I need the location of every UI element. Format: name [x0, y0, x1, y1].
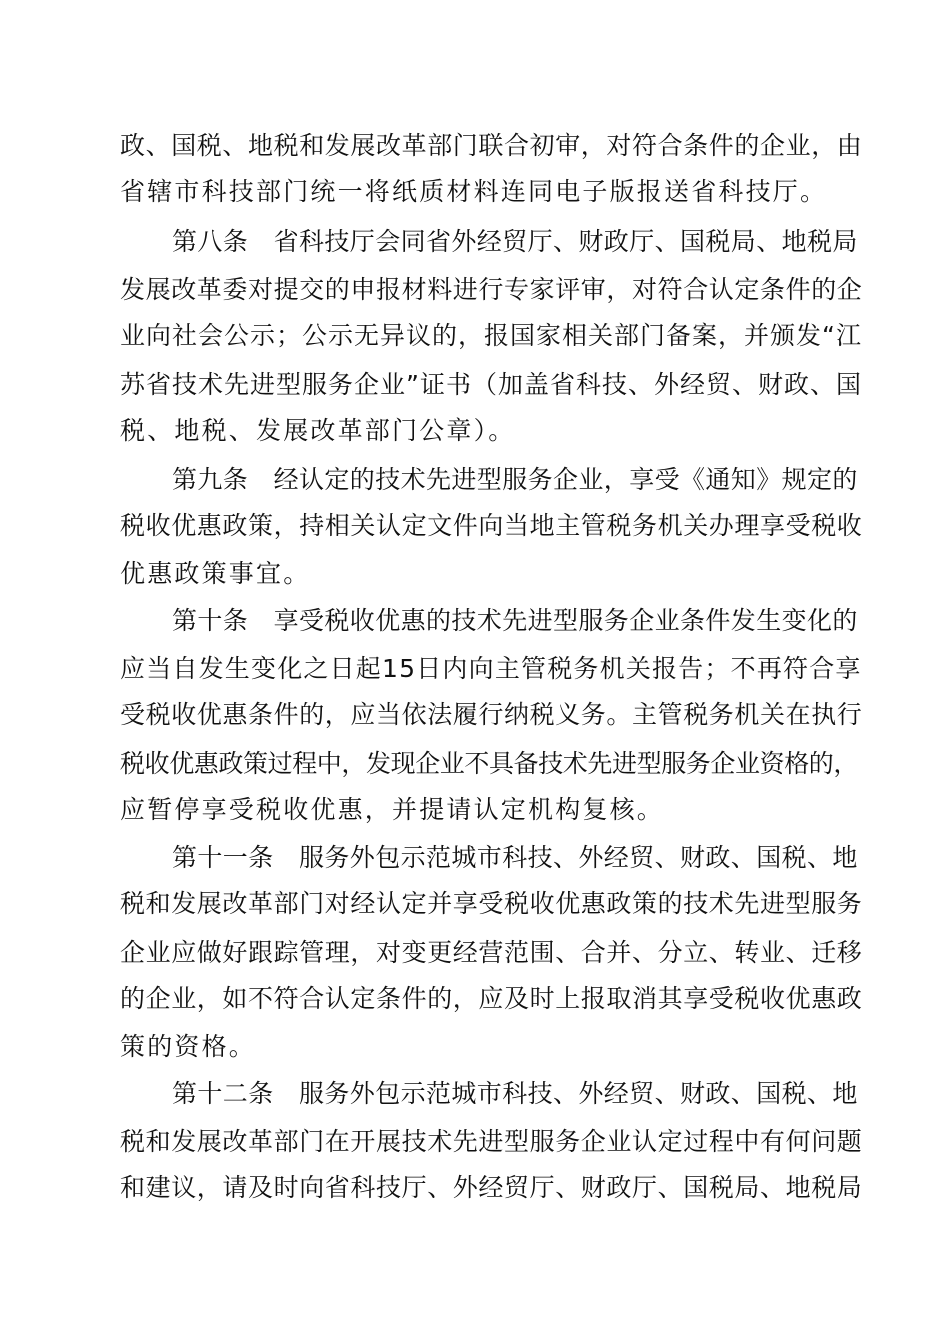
text-line: 省辖市科技部门统一将纸质材料连同电子版报送省科技厅。: [120, 177, 828, 206]
article-8-heading-line: 第八条 省科技厅会同省外经贸厅、财政厅、国税局、地税局: [172, 227, 858, 256]
text-line: 和建议，请及时向省科技厅、外经贸厅、财政厅、国税局、地税局: [120, 1173, 863, 1202]
article-12-heading-line: 第十二条 服务外包示范城市科技、外经贸、财政、国税、地: [172, 1079, 858, 1108]
text-line: 应当自发生变化之日起15日内向主管税务机关报告；不再符合享: [120, 654, 862, 683]
text-line: 税、地税、发展改革部门公章）。: [120, 416, 516, 445]
text-line: 企业应做好跟踪管理，对变更经营范围、合并、分立、转业、迁移: [120, 938, 863, 967]
text-line: 业向社会公示；公示无异议的，报国家相关部门备案，并颁发“江: [120, 321, 862, 350]
text-line: 税收优惠政策过程中，发现企业不具备技术先进型服务企业资格的，: [120, 749, 859, 778]
article-10-heading-line: 第十条 享受税收优惠的技术先进型服务企业条件发生变化的: [172, 606, 858, 635]
text-line: 发展改革委对提交的申报材料进行专家评审，对符合认定条件的企: [120, 275, 863, 304]
text-line: 税和发展改革部门在开展技术先进型服务企业认定过程中有何问题: [120, 1127, 863, 1156]
text-line: 苏省技术先进型服务企业”证书（加盖省科技、外经贸、财政、国: [120, 370, 862, 399]
article-11-heading-line: 第十一条 服务外包示范城市科技、外经贸、财政、国税、地: [172, 843, 858, 872]
text-line: 的企业，如不符合认定条件的，应及时上报取消其享受税收优惠政: [120, 984, 863, 1013]
text-line: 受税收优惠条件的，应当依法履行纳税义务。主管税务机关在执行: [120, 700, 863, 729]
text-line: 政、国税、地税和发展改革部门联合初审，对符合条件的企业，由: [120, 131, 863, 160]
text-line: 应暂停享受税收优惠，并提请认定机构复核。: [120, 795, 665, 824]
text-line: 策的资格。: [120, 1032, 257, 1061]
text-line: 税和发展改革部门对经认定并享受税收优惠政策的技术先进型服务: [120, 889, 863, 918]
text-line: 税收优惠政策，持相关认定文件向当地主管税务机关办理享受税收: [120, 511, 863, 540]
article-9-heading-line: 第九条 经认定的技术先进型服务企业，享受《通知》规定的: [172, 465, 858, 494]
text-line: 优惠政策事宜。: [120, 559, 311, 588]
